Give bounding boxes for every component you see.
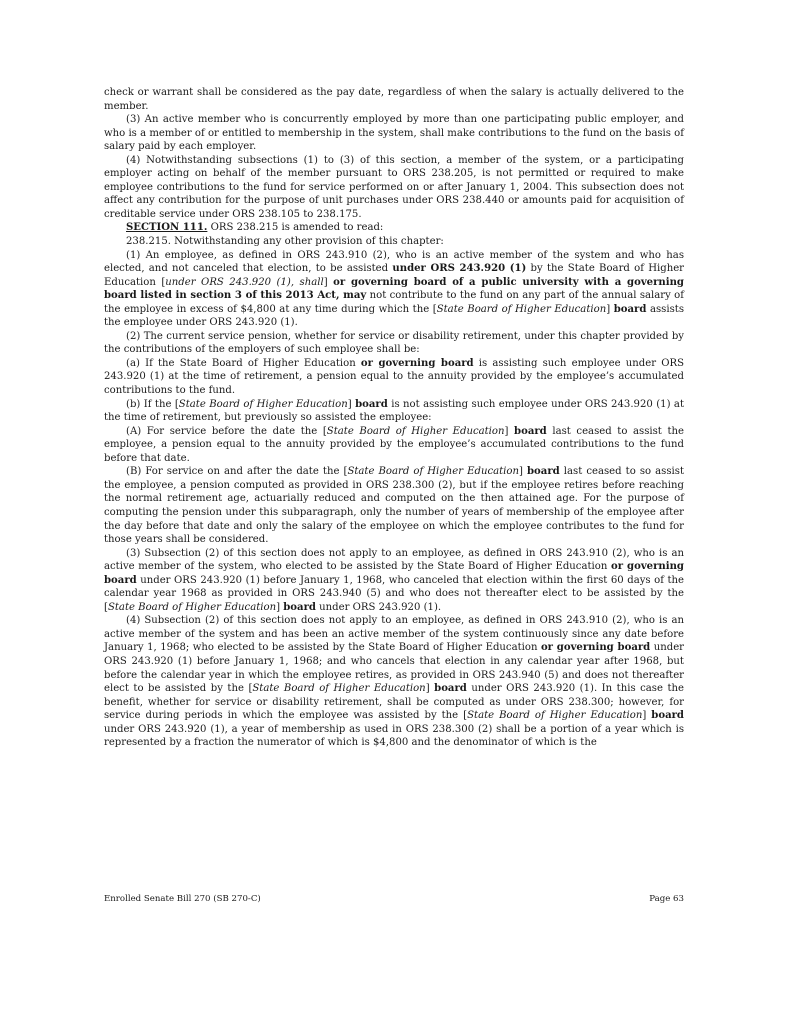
text-run: ]	[606, 303, 614, 315]
paragraph	[104, 465, 684, 546]
text-run: ]	[425, 683, 435, 695]
amended-text: or governing board	[104, 561, 684, 586]
deleted-text: State Board of Higher Education	[252, 683, 426, 695]
text-run: (2) The current service pension, whether for service or disability retirement, under this chapter provided by the contributions of the employers of such employee shall be:	[104, 330, 684, 356]
paragraph	[104, 614, 684, 749]
text-run: (b) If the [	[126, 398, 179, 410]
paragraph	[104, 425, 684, 466]
text-run: not contribute to the fund on any part of the annual salary of the employee in excess of $4,800 at any time during which the [	[104, 290, 684, 315]
deleted-text: State Board of Higher Education	[326, 425, 505, 437]
text-run: (3) An active member who is concurrently employed by more than one participating public employer, and who is a member of or entitled to membership in the system, shall make contributions to the fund on the basis of salary paid by each employer.	[104, 114, 684, 153]
text-run: under ORS 243.920 (1). In this case the benefit, whether for service or disability retirement, shall be computed as under ORS 238.300; however, for service during periods in which the employee was assisted by the [	[104, 683, 684, 722]
document-body	[104, 86, 684, 750]
paragraph	[104, 398, 684, 425]
bill-identifier: Enrolled Senate Bill 270 (SB 270-C)	[104, 894, 261, 904]
text-run: 238.215. Notwithstanding any other provision of this chapter:	[126, 236, 444, 248]
amended-text: board	[651, 710, 684, 722]
text-run: (a) If the State Board of Higher Education	[126, 357, 361, 369]
paragraph	[104, 221, 684, 235]
amended-text: board	[434, 683, 467, 695]
text-run: (1) An employee, as defined in ORS 243.910 (2), who is an active member of the system and who has elected, and not canceled that election, to be assisted	[104, 249, 684, 275]
text-run: (4) Notwithstanding subsections (1) to (3) of this section, a member of the system, or a participating employer acting on behalf of the member pursuant to ORS 238.205, is not permitted or required to make employee contributions to the fund for service performed on or after January 1, 2004. This subsection does not affect any contribution for the purpose of unit purchases under ORS 238.440 or amounts paid for acquisition of creditable service under ORS 238.105 to 238.175.	[104, 154, 684, 220]
amended-text: board	[527, 466, 560, 478]
text-run: ]	[276, 601, 284, 613]
text-run: under ORS 243.920 (1).	[315, 601, 442, 613]
paragraph	[104, 154, 684, 222]
amended-text: board	[283, 601, 316, 613]
page-number: Page 63	[649, 894, 684, 904]
text-run: under ORS 243.920 (1), a year of membership as used in ORS 238.300 (2) shall be a portion of a year which is represented by a fraction the numerator of which is $4,800 and the denominator of which is the	[104, 723, 684, 749]
text-run: ]	[504, 425, 515, 437]
amended-text: board	[613, 303, 647, 315]
text-run: (3) Subsection (2) of this section does not apply to an employee, as defined in ORS 243.910 (2), who is an active member of the system, who elected to be assisted by the State Board of Higher Education	[104, 547, 684, 573]
amended-text: or governing board	[540, 642, 651, 654]
paragraph	[104, 113, 684, 154]
deleted-text: State Board of Higher Education	[107, 601, 277, 613]
amended-text: board	[355, 398, 388, 410]
text-run: (4) Subsection (2) of this section does not apply to an employee, as defined in ORS 243.910 (2), who is an active member of the system and has been an active member of the system continuously since any date before January 1, 1968; who elected to be assisted by the State Board of Higher Education	[104, 615, 684, 654]
text-run: ]	[347, 398, 356, 410]
text-run: last ceased to so assist the employee, a pension computed as provided in ORS 238.300 (2), but if the employee retires before reaching the normal retirement age, actuarially reduced and computed on the then attained age. For the purpose of computing the pension under this subparagraph, only the number of years of membership of the employee after the day before that date and only the salary of the employee on which the employee contributes to the fund for those years shall be considered.	[104, 466, 685, 546]
deleted-text: State Board of Higher Education	[467, 710, 643, 722]
deleted-text: under ORS 243.920 (1), shall	[165, 276, 324, 288]
paragraph	[104, 330, 684, 357]
text-run: ]	[518, 466, 527, 478]
text-run: is not assisting such employee under ORS 243.920 (1) at the time of retirement, but previously so assisted the employee:	[104, 398, 684, 424]
amended-text: under ORS 243.920 (1)	[392, 263, 527, 275]
amended-text: or governing board of a public university with a governing board listed in section 3 of this 2013 Act, may	[104, 276, 684, 302]
text-run: last ceased to assist the employee, a pension equal to the annuity provided by the employee’s accumulated contributions to the fund before that date.	[104, 425, 684, 464]
text-run: is assisting such employee under ORS 243.920 (1) at the time of retirement, a pension equal to the annuity provided by the employee’s accumulated contributions to the fund.	[104, 357, 684, 397]
text-run: (A) For service before the date the [	[126, 425, 327, 437]
section-heading: SECTION 111.	[126, 222, 208, 234]
deleted-text: State Board of Higher Education	[436, 303, 607, 315]
text-run: check or warrant shall be considered as the pay date, regardless of when the salary is actually delivered to the member.	[104, 87, 684, 112]
text-run: assists the employee under ORS 243.920 (1).	[104, 303, 684, 329]
paragraph	[104, 235, 684, 249]
text-run: under ORS 243.920 (1) before January 1, 1968; and who cancels that election in any calendar year after 1968, but before the calendar year in which the employee retires, as provided in ORS 243.940 (5) and does not thereafter elect to be assisted by the [	[104, 642, 684, 695]
amended-text: or governing board	[360, 357, 474, 369]
text-run: by the State Board of Higher Education [	[104, 263, 684, 288]
text-run: ]	[323, 276, 334, 288]
text-run: ]	[642, 710, 652, 722]
text-run: (B) For service on and after the date the [	[126, 466, 348, 478]
amended-text: board	[514, 425, 547, 437]
paragraph	[104, 86, 684, 113]
deleted-text: State Board of Higher Education	[347, 466, 519, 478]
text-run: ORS 238.215 is amended to read:	[207, 222, 384, 234]
text-run: under ORS 243.920 (1) before January 1, 1968, who canceled that election within the first 60 days of the calendar year 1968 as provided in ORS 243.940 (5) and who does not thereafter elect to be assisted by the [	[104, 574, 684, 613]
deleted-text: State Board of Higher Education	[178, 398, 348, 410]
paragraph	[104, 357, 684, 398]
paragraph	[104, 249, 684, 330]
paragraph	[104, 547, 684, 615]
